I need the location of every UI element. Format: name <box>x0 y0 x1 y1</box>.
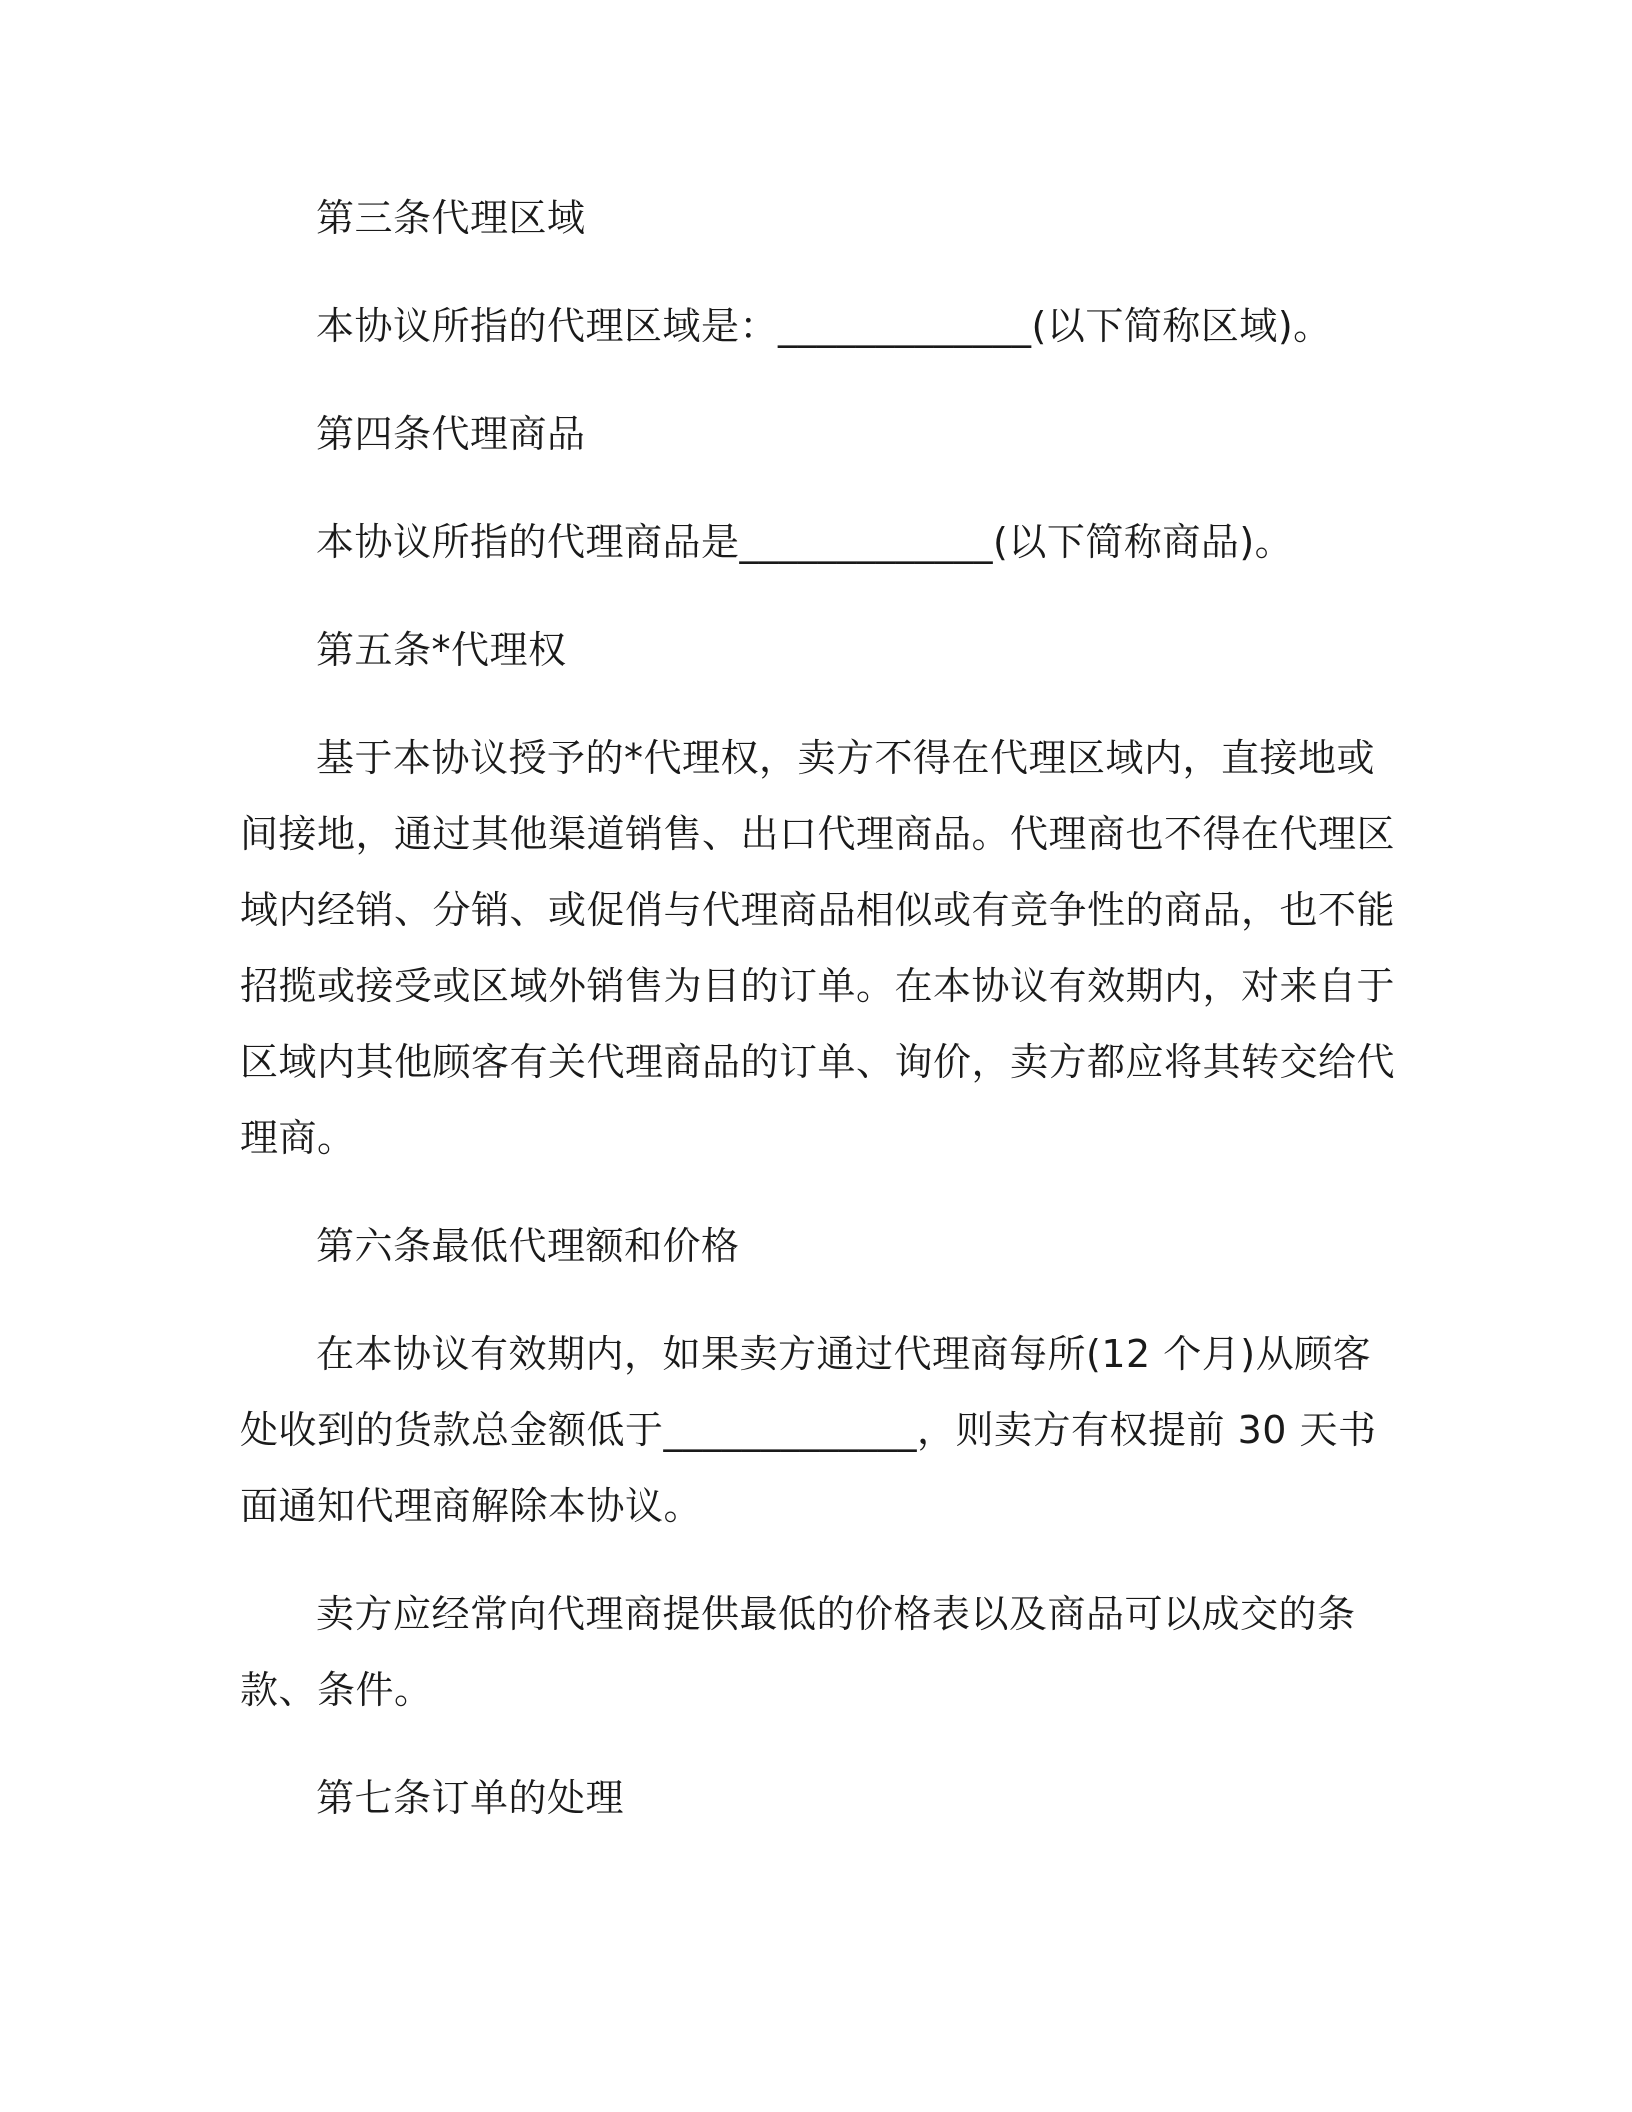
section-6-paragraph-1: 在本协议有效期内，如果卖方通过代理商每所(12 个月)从顾客处收到的货款总金额低于_____________，则卖方有权提前 30 天书面通知代理商解除本协议。 <box>240 1332 1377 1528</box>
section-6-paragraph-2: 卖方应经常向代理商提供最低的价格表以及商品可以成交的条款、条件。 <box>240 1592 1356 1712</box>
section-heading-4: 第四条代理商品 <box>316 412 586 456</box>
section-heading-3: 第三条代理区域 <box>316 196 586 240</box>
spacer <box>240 580 1400 612</box>
section-5-paragraph-1: 基于本协议授予的*代理权，卖方不得在代理区域内，直接地或间接地，通过其他渠道销售、出口代理商品。代理商也不得在代理区域内经销、分销、或促俏与代理商品相似或有竞争性的商品，也不能招揽或接受或区域外销售为目的订单。在本协议有效期内，对来自于区域内其他顾客有关代理商品的订单、询价，卖方都应将其转交给代理商。 <box>240 736 1396 1160</box>
spacer <box>240 472 1400 504</box>
spacer <box>240 364 1400 396</box>
spacer <box>240 1176 1400 1208</box>
section-3-paragraph-1: 本协议所指的代理区域是：_____________(以下简称区域)。 <box>316 304 1332 348</box>
spacer <box>240 1728 1400 1760</box>
section-heading-6: 第六条最低代理额和价格 <box>316 1224 740 1268</box>
spacer <box>240 1544 1400 1576</box>
section-heading-7: 第七条订单的处理 <box>316 1776 625 1820</box>
section-4-paragraph-1: 本协议所指的代理商品是_____________(以下简称商品)。 <box>316 520 1294 564</box>
document-page <box>240 180 1400 2080</box>
spacer <box>240 1284 1400 1316</box>
spacer <box>240 688 1400 720</box>
spacer <box>240 256 1400 288</box>
section-heading-5: 第五条*代理权 <box>316 628 567 672</box>
